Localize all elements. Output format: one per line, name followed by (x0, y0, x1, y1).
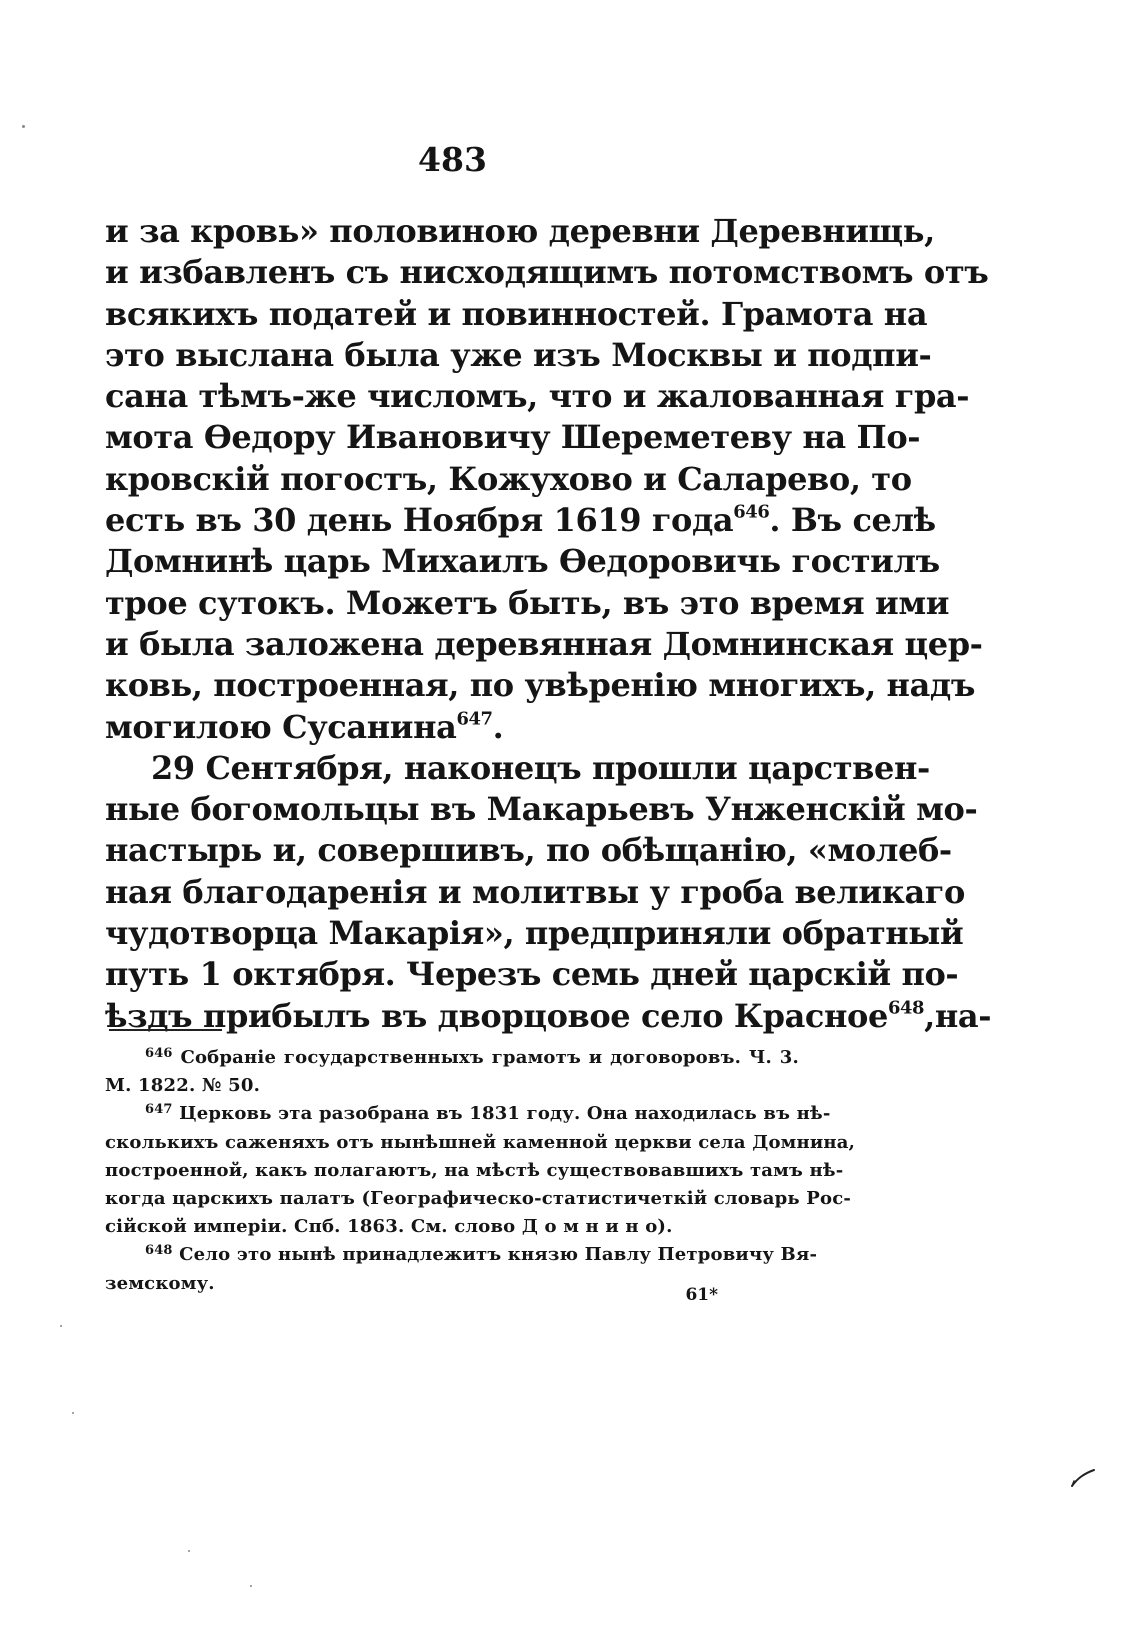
footnote-mark: 648 (145, 1243, 173, 1259)
text-line-part: . Въ селѣ (769, 501, 936, 540)
footnote-rule (109, 1029, 222, 1031)
footnote-line: сійской имперіи. Спб. 1863. См. слово Д о м н и н о). (105, 1216, 673, 1238)
text-line-part: ,на- (924, 996, 992, 1035)
scan-speck (60, 1325, 62, 1327)
text-line: ковь, построенная, по увѣренію многихъ, надъ (105, 666, 975, 705)
text-line: ная благодаренія и молитвы у гроба великаго (105, 872, 965, 911)
footnote-647 (105, 1100, 856, 1241)
footnote-line (105, 1241, 818, 1269)
text-line-part: могилою Сусанина (105, 707, 457, 746)
footnote-text: Село это нынѣ принадлежитъ князю Павлу Петровичу Вя- (179, 1244, 818, 1266)
text-line: и за кровь» половиною деревни Деревнищь, (105, 212, 935, 250)
text-line: трое сутокъ. Можетъ быть, въ это время ими (105, 583, 950, 622)
text-line: путь 1 октября. Черезъ семь дней царскій по- (105, 955, 959, 994)
footnote-mark: 647 (145, 1102, 173, 1118)
pencil-mark-icon (1068, 1462, 1098, 1492)
footnote-mark: 646 (145, 1046, 173, 1062)
text-line: настырь и, совершивъ, по обѣщанію, «молеб- (105, 831, 952, 870)
text-line: мота Ѳедору Ивановичу Шереметеву на По- (105, 418, 921, 457)
text-line: Домнинѣ царь Михаилъ Ѳедоровичь гостилъ (105, 542, 940, 581)
text-line (105, 707, 799, 748)
scan-speck (188, 1550, 190, 1552)
printer-signature: 61* (685, 1285, 718, 1305)
text-line: это выслана была уже изъ Москвы и подпи- (105, 335, 932, 374)
text-line-part: есть въ 30 день Ноября 1619 года (105, 501, 734, 540)
scan-speck (72, 1412, 74, 1414)
text-line (105, 500, 936, 541)
footnote-ref-647: 647 (456, 708, 493, 730)
text-line-part: ѣздъ прибылъ въ дворцовое село Красное (105, 996, 888, 1035)
page-number: 483 (418, 140, 487, 179)
text-line: ные богомольцы въ Макарьевъ Унженскій мо- (105, 790, 978, 829)
footnote-line: построенной, какъ полагаютъ, на мѣстѣ существовавшихъ тамъ нѣ- (105, 1159, 844, 1181)
footnote-line (105, 1100, 831, 1128)
footnote-line: М. 1822. № 50. (105, 1075, 261, 1097)
text-line: и избавленъ съ нисходящимъ потомствомъ отъ (105, 253, 989, 292)
footnote-ref-648: 648 (887, 997, 925, 1019)
footnote-text: Собраніе государственныхъ грамотъ и договоровъ. Ч. 3. (180, 1047, 799, 1068)
footnote-line: земскому. (105, 1272, 215, 1294)
footnote-646 (105, 1044, 799, 1100)
text-line: всякихъ податей и повинностей. Грамота на (105, 294, 928, 333)
text-line: кровскій погостъ, Кожухово и Саларево, то (105, 459, 912, 498)
footnote-line: когда царскихъ палатъ (Географическо-статистичеткій словарь Рос- (105, 1187, 852, 1209)
text-line: и была заложена деревянная Домнинская цер- (105, 624, 983, 663)
footnote-text: Церковь эта разобрана въ 1831 году. Она находилась въ нѣ- (179, 1103, 831, 1125)
footnote-line: сколькихъ саженяхъ отъ нынѣшней каменной церкви села Домнина, (105, 1131, 856, 1153)
text-line-part: . (492, 707, 504, 746)
text-line: 29 Сентября, наконецъ прошли царствен- (151, 748, 930, 787)
footnote-line (105, 1044, 799, 1072)
text-line: чудотворца Макарія», предприняли обратный (105, 914, 964, 953)
scan-speck (22, 125, 25, 128)
footnote-ref-646: 646 (733, 501, 770, 523)
scan-speck (250, 1585, 252, 1587)
footnotes (105, 1044, 856, 1298)
body-text (105, 211, 992, 1037)
text-line: сана тѣмъ-же числомъ, что и жалованная гра- (105, 377, 970, 416)
